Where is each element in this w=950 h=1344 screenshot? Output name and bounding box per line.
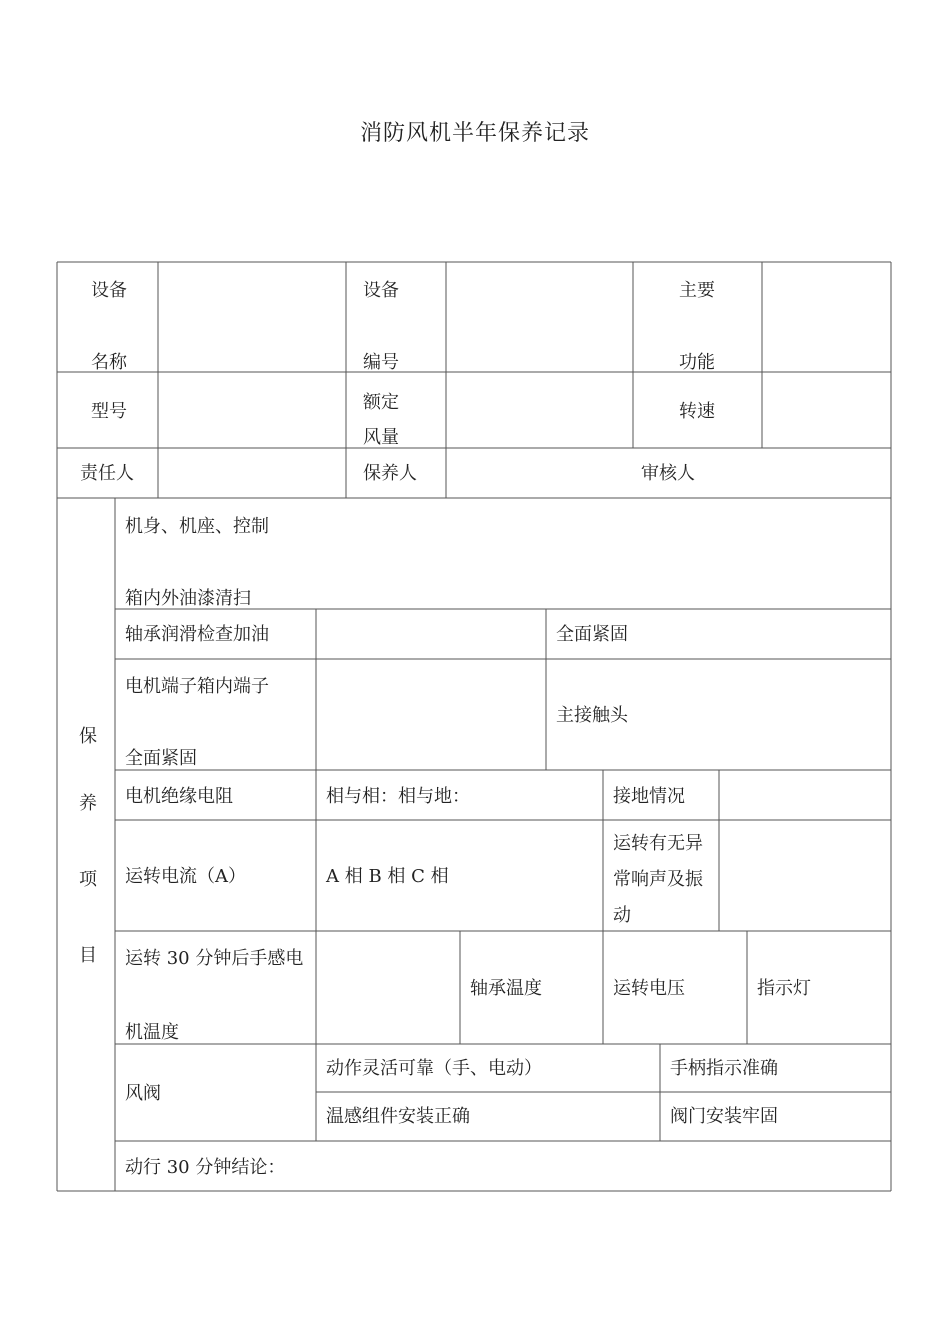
device-name-label-line2: 名称 xyxy=(91,352,127,373)
section-label-char-3: 项 xyxy=(79,869,97,890)
speed-label: 转速 xyxy=(679,401,715,422)
item-full-tighten: 全面紧固 xyxy=(556,624,628,645)
section-label-char-1: 保 xyxy=(79,726,97,747)
item-handle-indicator: 手柄指示准确 xyxy=(670,1058,778,1079)
item-main-contact: 主接触头 xyxy=(556,705,628,726)
item-thermal-component: 温感组件安装正确 xyxy=(326,1106,470,1127)
item-noise-line3: 动 xyxy=(613,905,631,926)
responsible-person-label: 责任人 xyxy=(80,463,134,484)
item-valve-installation: 阀门安装牢固 xyxy=(670,1106,778,1127)
model-label: 型号 xyxy=(91,401,127,422)
item-indicator-light: 指示灯 xyxy=(757,978,811,999)
item-running-current: 运转电流（A） xyxy=(125,866,246,887)
main-function-label-line2: 功能 xyxy=(679,352,715,373)
item-terminal-line1: 电机端子箱内端子 xyxy=(125,676,269,697)
section-label-char-2: 养 xyxy=(79,793,97,814)
item-damper-action: 动作灵活可靠（手、电动） xyxy=(326,1058,542,1079)
item-motor-temp-line2: 机温度 xyxy=(125,1022,179,1043)
reviewer-label: 审核人 xyxy=(641,463,695,484)
rated-air-volume-label-line2: 风量 xyxy=(363,427,399,448)
item-insulation-resistance: 电机绝缘电阻 xyxy=(125,786,233,807)
item-phase-readings: 相与相：相与地： xyxy=(326,786,470,807)
item-damper: 风阀 xyxy=(125,1083,161,1104)
device-name-label-line1: 设备 xyxy=(91,280,127,301)
item-motor-temp-line1: 运转 30 分钟后手感电 xyxy=(125,948,304,969)
section-label-char-4: 目 xyxy=(79,945,97,966)
item-terminal-line2: 全面紧固 xyxy=(125,748,197,769)
page-title: 消防风机半年保养记录 xyxy=(359,121,590,146)
item-grounding: 接地情况 xyxy=(613,786,685,807)
item-noise-line2: 常响声及振 xyxy=(613,869,703,890)
maintainer-label: 保养人 xyxy=(363,463,417,484)
item-bearing-lubrication: 轴承润滑检查加油 xyxy=(125,624,269,645)
item-conclusion: 动行 30 分钟结论： xyxy=(125,1157,286,1178)
item-body-line2: 箱内外油漆清扫 xyxy=(125,588,251,609)
item-noise-line1: 运转有无异 xyxy=(613,833,703,854)
device-number-label-line1: 设备 xyxy=(363,280,399,301)
item-bearing-temperature: 轴承温度 xyxy=(470,978,542,999)
device-number-label-line2: 编号 xyxy=(363,352,399,373)
rated-air-volume-label-line1: 额定 xyxy=(363,392,399,413)
item-phases-abc: A 相 B 相 C 相 xyxy=(326,866,449,887)
item-running-voltage: 运转电压 xyxy=(613,978,685,999)
main-function-label-line1: 主要 xyxy=(679,280,715,301)
item-body-line1: 机身、机座、控制 xyxy=(125,516,269,537)
